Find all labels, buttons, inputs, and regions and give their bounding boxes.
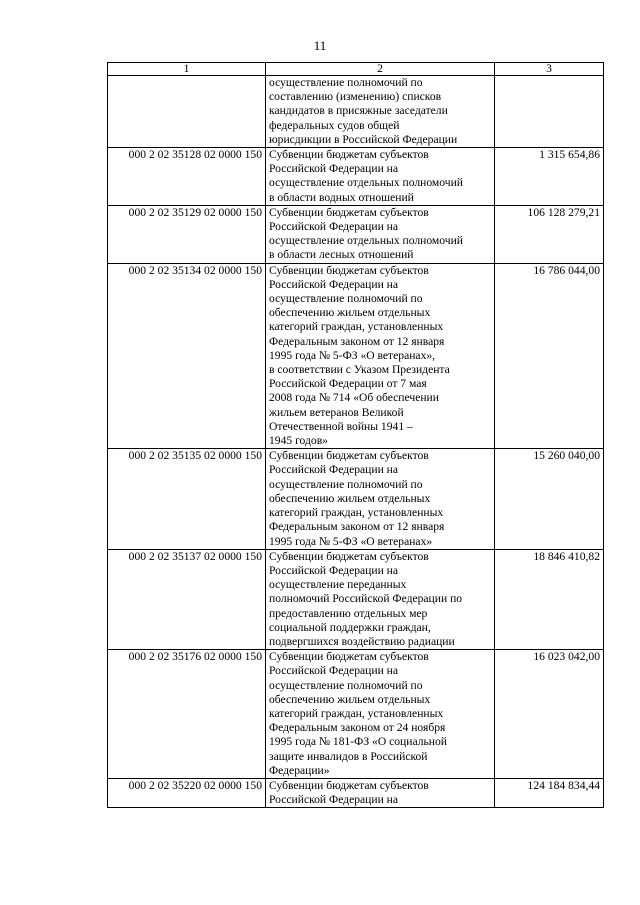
- table-row: [108, 76, 604, 148]
- description-cell: Субвенции бюджетам субъектов Российской Федерации на осуществление полномочий по обеспечению жильем отдельных категорий граждан, установленных Федеральным законом от 12 января 1995 года № 5-ФЗ «О ветеранах», в соответствии с Указом Президента Российской Федерации от 7 мая 2008 года № 714 «Об обеспечении жильем ветеранов Великой Отечественной войны 1941 – 1945 годов»: [266, 263, 495, 449]
- description-cell: Субвенции бюджетам субъектов Российской Федерации на осуществление полномочий по обеспечению жильем отдельных категорий граждан, установленных Федеральным законом от 24 ноября 1995 года № 181-ФЗ «О социальной защите инвалидов в Российской Федерации»: [266, 650, 495, 779]
- budget-code-cell: 000 2 02 35220 02 0000 150: [108, 778, 266, 807]
- amount-cell: [495, 76, 604, 148]
- description-cell: осуществление полномочий по составлению (изменению) списков кандидатов в присяжные заседатели федеральных судов общей юрисдикции в Российской Федерации: [266, 76, 495, 148]
- description-cell: Субвенции бюджетам субъектов Российской Федерации на осуществление полномочий по обеспечению жильем отдельных категорий граждан, установленных Федеральным законом от 12 января 1995 года № 5-ФЗ «О ветеранах»: [266, 449, 495, 549]
- column-header-amount: 3: [495, 63, 604, 76]
- amount-cell: 1 315 654,86: [495, 148, 604, 206]
- budget-code-cell: 000 2 02 35135 02 0000 150: [108, 449, 266, 549]
- amount-cell: 18 846 410,82: [495, 549, 604, 649]
- amount-cell: 15 260 040,00: [495, 449, 604, 549]
- table-row: [108, 778, 604, 807]
- budget-code-cell: 000 2 02 35134 02 0000 150: [108, 263, 266, 449]
- table-row: [108, 650, 604, 779]
- page-number: 11: [313, 38, 327, 53]
- budget-code-cell: 000 2 02 35129 02 0000 150: [108, 205, 266, 263]
- amount-cell: 16 786 044,00: [495, 263, 604, 449]
- column-header-name: 2: [266, 63, 495, 76]
- description-cell: Субвенции бюджетам субъектов Российской Федерации на осуществление отдельных полномочий в области водных отношений: [266, 148, 495, 206]
- budget-table: [107, 62, 604, 808]
- amount-cell: 106 128 279,21: [495, 205, 604, 263]
- description-cell: Субвенции бюджетам субъектов Российской Федерации на осуществление переданных полномочий Российской Федерации по предоставлению отдельных мер социальной поддержки граждан, подвергшихся воздействию радиации: [266, 549, 495, 649]
- table-row: [108, 148, 604, 206]
- table-row: [108, 449, 604, 549]
- column-header-code: 1: [108, 63, 266, 76]
- amount-cell: 16 023 042,00: [495, 650, 604, 779]
- budget-code-cell: 000 2 02 35137 02 0000 150: [108, 549, 266, 649]
- amount-cell: 124 184 834,44: [495, 778, 604, 807]
- description-cell: Субвенции бюджетам субъектов Российской Федерации на осуществление отдельных полномочий в области лесных отношений: [266, 205, 495, 263]
- budget-code-cell: 000 2 02 35176 02 0000 150: [108, 650, 266, 779]
- description-cell: Субвенции бюджетам субъектов Российской Федерации на: [266, 778, 495, 807]
- header-row: [108, 63, 604, 76]
- table-row: [108, 263, 604, 449]
- table-row: [108, 205, 604, 263]
- budget-code-cell: [108, 76, 266, 148]
- table-row: [108, 549, 604, 649]
- budget-code-cell: 000 2 02 35128 02 0000 150: [108, 148, 266, 206]
